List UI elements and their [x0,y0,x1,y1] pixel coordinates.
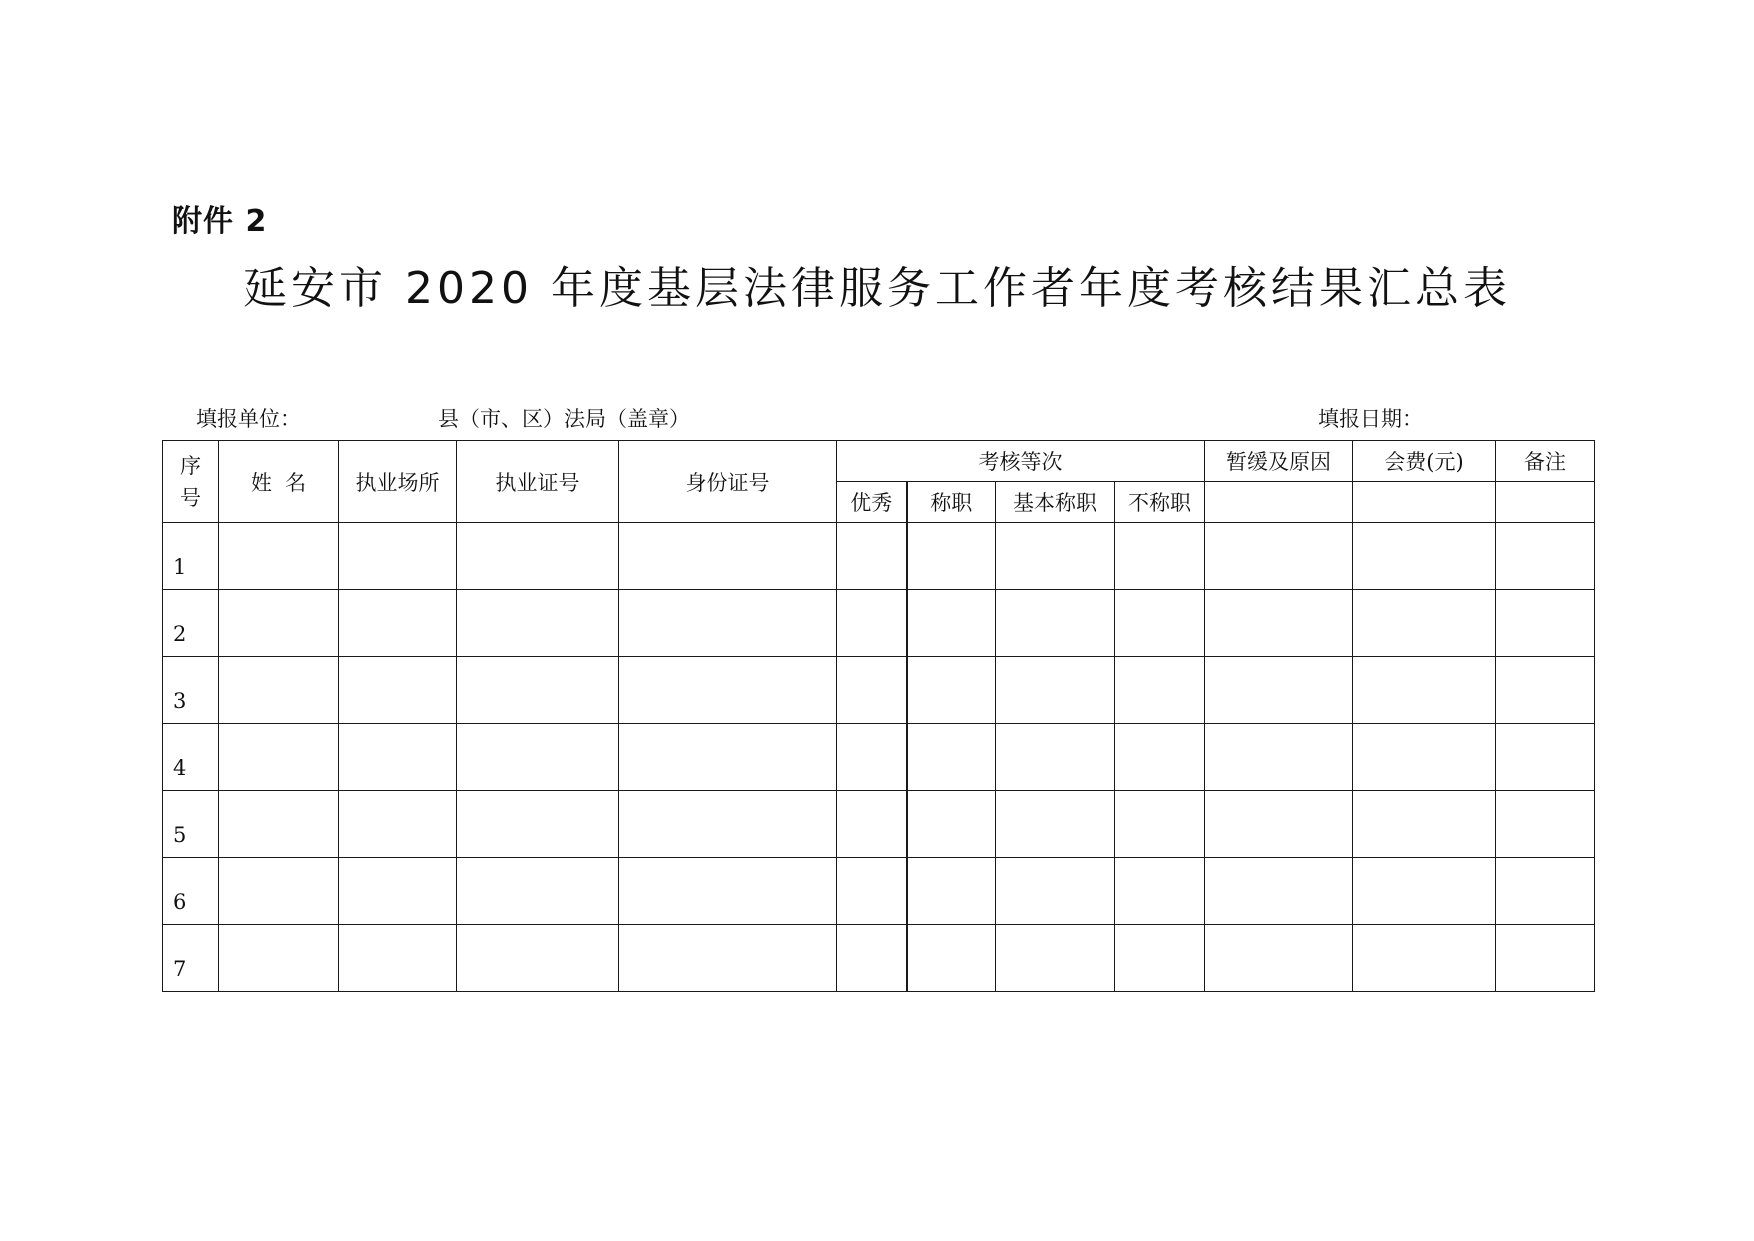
membership-fee-cell[interactable] [1353,523,1496,590]
row-index-cell: 1 [163,523,219,590]
name-cell[interactable] [219,858,339,925]
header-practice-place: 执业场所 [339,441,457,523]
name-cell[interactable] [219,523,339,590]
name-cell[interactable] [219,925,339,992]
grade-competent-cell[interactable] [907,858,996,925]
license-no-cell[interactable] [457,925,619,992]
header-id-no: 身份证号 [619,441,837,523]
grade-competent-cell[interactable] [907,925,996,992]
id-no-cell[interactable] [619,523,837,590]
deferral-reason-cell[interactable] [1205,523,1353,590]
remarks-cell[interactable] [1496,590,1595,657]
grade-excellent-cell[interactable] [837,791,907,858]
membership-fee-cell[interactable] [1353,791,1496,858]
id-no-cell[interactable] [619,791,837,858]
table-row [163,590,1595,657]
reporting-unit-label: 填报单位： [196,407,301,431]
practice-place-cell[interactable] [339,523,457,590]
id-no-cell[interactable] [619,858,837,925]
header-fee-blank [1353,482,1496,523]
grade-incompetent-cell[interactable] [1115,523,1205,590]
row-index-cell: 5 [163,791,219,858]
header-grade-excellent: 优秀 [837,482,907,523]
row-index-cell: 2 [163,590,219,657]
id-no-cell[interactable] [619,925,837,992]
grade-basic-cell[interactable] [996,657,1115,724]
practice-place-cell[interactable] [339,724,457,791]
practice-place-cell[interactable] [339,925,457,992]
license-no-cell[interactable] [457,724,619,791]
grade-basic-cell[interactable] [996,925,1115,992]
name-cell[interactable] [219,791,339,858]
row-index-cell: 4 [163,724,219,791]
membership-fee-cell[interactable] [1353,724,1496,791]
grade-excellent-cell[interactable] [837,858,907,925]
id-no-cell[interactable] [619,724,837,791]
header-remarks-blank [1496,482,1595,523]
document-title: 延安市 2020 年度基层法律服务工作者年度考核结果汇总表 [243,263,1511,314]
table-row [163,858,1595,925]
practice-place-cell[interactable] [339,858,457,925]
deferral-reason-cell[interactable] [1205,590,1353,657]
remarks-cell[interactable] [1496,523,1595,590]
attachment-label: 附件 2 [172,204,268,239]
row-index-cell: 7 [163,925,219,992]
header-remarks: 备注 [1496,441,1595,482]
id-no-cell[interactable] [619,657,837,724]
grade-basic-cell[interactable] [996,791,1115,858]
practice-place-cell[interactable] [339,657,457,724]
name-cell[interactable] [219,724,339,791]
remarks-cell[interactable] [1496,657,1595,724]
deferral-reason-cell[interactable] [1205,925,1353,992]
row-index-cell: 3 [163,657,219,724]
license-no-cell[interactable] [457,523,619,590]
header-seq [163,441,219,523]
remarks-cell[interactable] [1496,791,1595,858]
table-row [163,925,1595,992]
row-index-cell: 6 [163,858,219,925]
header-license-no: 执业证号 [457,441,619,523]
header-grade-basic: 基本称职 [996,482,1115,523]
table-body [163,523,1595,992]
reporting-date-label: 填报日期： [1318,407,1423,431]
header-seq-line1: 序 [180,453,201,478]
remarks-cell[interactable] [1496,925,1595,992]
county-bureau-label: 县（市、区）法局（盖章） [438,407,690,431]
grade-excellent-cell[interactable] [837,590,907,657]
practice-place-cell[interactable] [339,791,457,858]
membership-fee-cell[interactable] [1353,925,1496,992]
grade-competent-cell[interactable] [907,590,996,657]
membership-fee-cell[interactable] [1353,657,1496,724]
grade-basic-cell[interactable] [996,590,1115,657]
practice-place-cell[interactable] [339,590,457,657]
header-seq-line2: 号 [180,485,201,510]
grade-excellent-cell[interactable] [837,724,907,791]
grade-incompetent-cell[interactable] [1115,858,1205,925]
license-no-cell[interactable] [457,858,619,925]
name-cell[interactable] [219,657,339,724]
deferral-reason-cell[interactable] [1205,657,1353,724]
header-grade-competent: 称职 [907,482,996,523]
deferral-reason-cell[interactable] [1205,791,1353,858]
header-grade-incompetent: 不称职 [1115,482,1205,523]
license-no-cell[interactable] [457,791,619,858]
header-deferral-blank [1205,482,1353,523]
header-name: 姓 名 [219,441,339,523]
table-row [163,523,1595,590]
grade-basic-cell[interactable] [996,724,1115,791]
name-cell[interactable] [219,590,339,657]
grade-competent-cell[interactable] [907,523,996,590]
header-membership-fee: 会费(元) [1353,441,1496,482]
grade-basic-cell[interactable] [996,523,1115,590]
remarks-cell[interactable] [1496,724,1595,791]
grade-excellent-cell[interactable] [837,657,907,724]
grade-incompetent-cell[interactable] [1115,590,1205,657]
grade-incompetent-cell[interactable] [1115,791,1205,858]
grade-excellent-cell[interactable] [837,925,907,992]
header-assessment-grade: 考核等次 [837,441,1205,482]
grade-incompetent-cell[interactable] [1115,925,1205,992]
table-row [163,791,1595,858]
grade-incompetent-cell[interactable] [1115,724,1205,791]
license-no-cell[interactable] [457,590,619,657]
assessment-summary-table [162,440,1595,992]
license-no-cell[interactable] [457,657,619,724]
table-row [163,724,1595,791]
deferral-reason-cell[interactable] [1205,724,1353,791]
id-no-cell[interactable] [619,590,837,657]
grade-excellent-cell[interactable] [837,523,907,590]
grade-basic-cell[interactable] [996,858,1115,925]
grade-competent-cell[interactable] [907,724,996,791]
deferral-reason-cell[interactable] [1205,858,1353,925]
remarks-cell[interactable] [1496,858,1595,925]
table-row [163,657,1595,724]
grade-competent-cell[interactable] [907,791,996,858]
membership-fee-cell[interactable] [1353,590,1496,657]
header-deferral-reason: 暂缓及原因 [1205,441,1353,482]
grade-incompetent-cell[interactable] [1115,657,1205,724]
grade-competent-cell[interactable] [907,657,996,724]
membership-fee-cell[interactable] [1353,858,1496,925]
header-row-top [163,441,1595,482]
